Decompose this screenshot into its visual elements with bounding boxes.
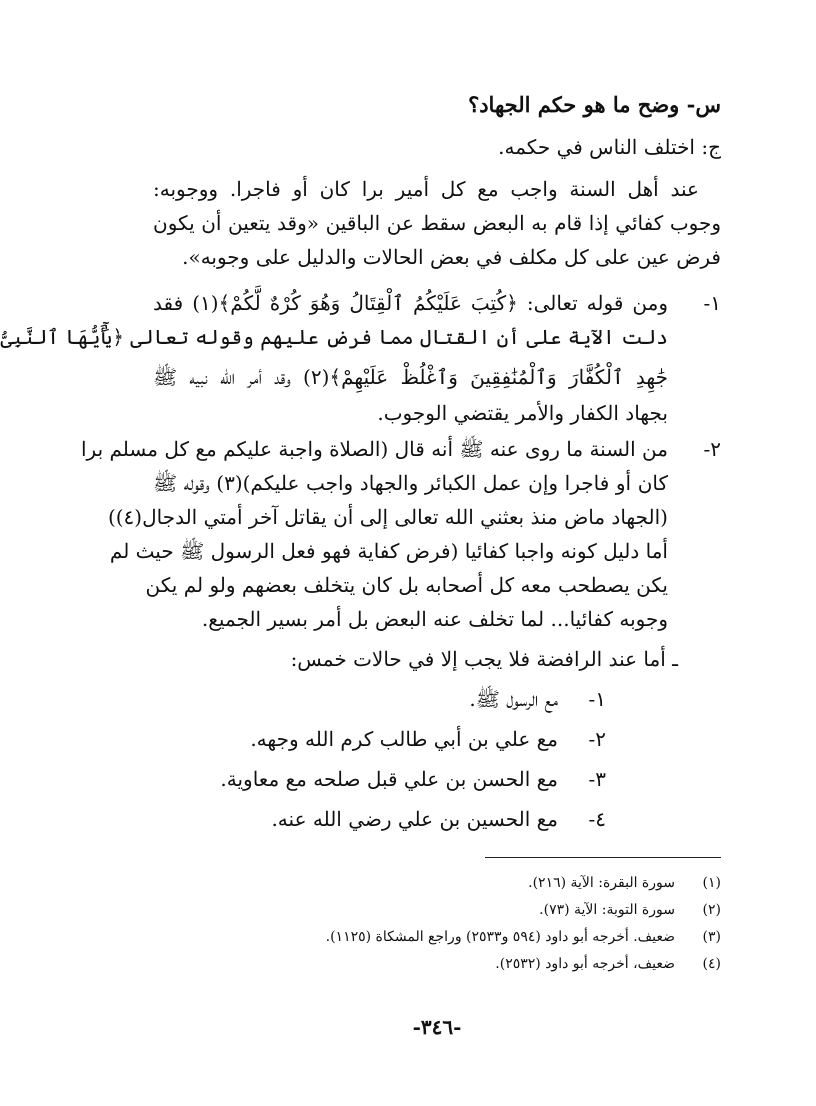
case-4-text: مع الحسين بن علي رضي الله عنه. — [271, 807, 558, 831]
footnote-3 — [326, 926, 721, 948]
footnote-1-text: سورة البقرة: الآية (٢١٦). — [528, 875, 675, 891]
footnote-3-number: (٣) — [702, 929, 721, 945]
footnote-divider — [485, 857, 721, 858]
point-2-line-2: كان أو فاجرا وإن عمل الكبائر والجهاد واجب عليكم)(٣) وقوله ﷺ — [153, 471, 668, 495]
case-3-number: ٣- — [588, 767, 606, 791]
question-heading: س- وضح ما هو حكم الجهاد؟ — [468, 92, 721, 117]
case-2-number: ٢- — [588, 727, 606, 751]
point-1-line-3: جَٰهِدِ ٱلْكُفَّارَ وَٱلْمُنَٰفِقِينَ وَٱغْلُظْ عَلَيْهِمْ﴾(٢) وقد أمر الله نبيه ﷺ — [153, 365, 668, 389]
point-2-line-6: وجوبه كفائيا... لما تخلف عنه البعض بل أمر بسير الجميع. — [201, 607, 668, 631]
case-3-text: مع الحسن بن علي قبل صلحه مع معاوية. — [220, 767, 558, 791]
point-1-number: ١- — [703, 291, 721, 315]
footnote-1-number: (١) — [702, 875, 721, 891]
paragraph-line-2: وجوب كفائي إذا قام به البعض سقط عن الباقين «وقد يتعين أن يكون — [153, 211, 721, 235]
paragraph-line-1: عند أهل السنة واجب مع كل أمير برا كان أو فاجرا. ووجوبه: — [153, 177, 699, 201]
point-1-line-1: ومن قوله تعالى: ﴿كُتِبَ عَلَيْكُمُ ٱلْقِتَالُ وَهُوَ كُرْهٌ لَّكُمْ﴾(١) فقد — [153, 291, 668, 315]
footnote-4-text: ضعيف، أخرجه أبو داود (٢٥٣٢). — [495, 956, 675, 972]
answer-intro: ج: اختلف الناس في حكمه. — [498, 135, 721, 159]
footnote-3-text: ضعيف. أخرجه أبو داود (٥٩٤ و٢٥٣٣) وراجع المشكاة (١١٢٥). — [325, 929, 675, 945]
point-2-number: ٢- — [703, 437, 721, 461]
point-1-line-2: دلت الآية على أن القتال مما فرض عليهم وقوله تعالى ﴿يَٰٓأَيُّهَا ٱلنَّبِىُّ — [0, 325, 668, 349]
footnote-2-text: سورة التوبة: الآية (٧٣). — [539, 902, 675, 918]
footnote-1 — [528, 872, 721, 894]
point-1-line-4: بجهاد الكفار والأمر يقتضي الوجوب. — [377, 401, 668, 425]
case-4-number: ٤- — [588, 807, 606, 831]
paragraph-line-3: فرض عين على كل مكلف في بعض الحالات والدليل على وجوبه». — [182, 245, 721, 269]
footnote-2 — [539, 899, 721, 921]
point-2-line-1: من السنة ما روى عنه ﷺ أنه قال (الصلاة واجبة عليكم مع كل مسلم برا — [80, 437, 668, 461]
case-1-number: ١- — [588, 687, 606, 711]
case-2-text: مع علي بن أبي طالب كرم الله وجهه. — [250, 727, 558, 751]
point-2-line-3: (الجهاد ماض منذ بعثني الله تعالى إلى أن يقاتل آخر أمتي الدجال(٤)) — [107, 505, 668, 529]
point-2-line-4: أما دليل كونه واجبا كفائيا (فرض كفاية فهو فعل الرسول ﷺ حيث لم — [109, 539, 668, 563]
footnote-2-number: (٢) — [702, 902, 721, 918]
case-1-text: مع الرسول ﷺ. — [469, 687, 558, 711]
rafida-intro: ـ أما عند الرافضة فلا يجب إلا في حالات خمس: — [290, 647, 678, 671]
point-2-line-5: يكن يصطحب معه كل أصحابه بل كان يتخلف بعضهم ولو لم يكن — [145, 573, 668, 597]
footnote-4 — [495, 953, 721, 975]
page-number: -٣٤٦- — [412, 1015, 462, 1039]
footnote-4-number: (٤) — [702, 956, 721, 972]
